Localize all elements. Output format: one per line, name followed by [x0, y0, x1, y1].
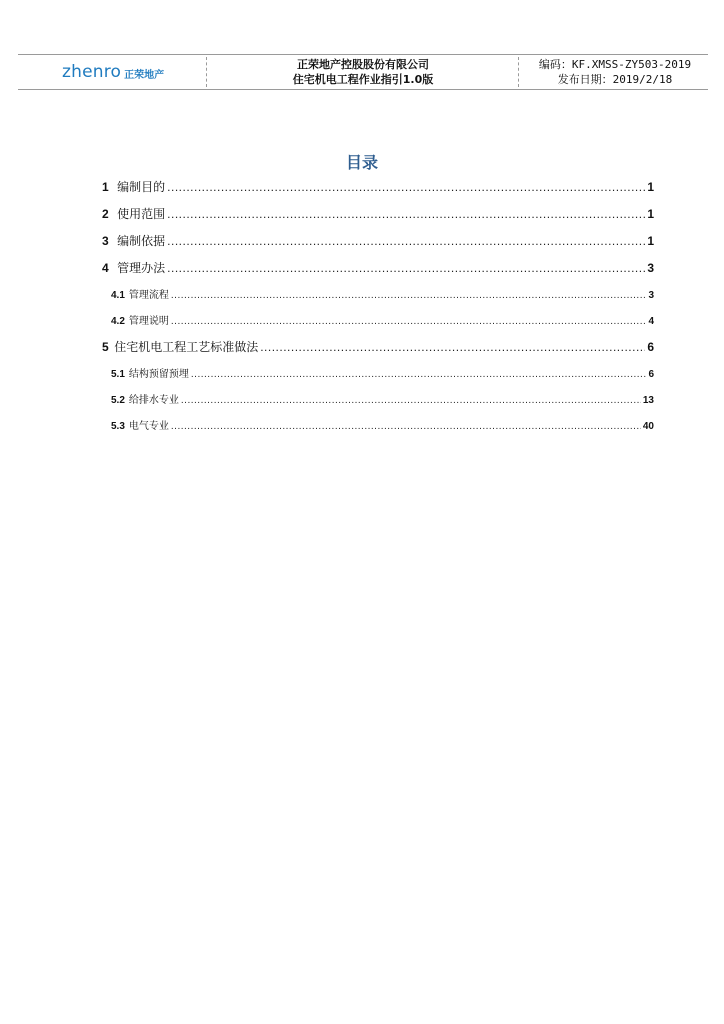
- toc-leader-dots: [260, 340, 645, 354]
- toc-entry-number: 5.1: [111, 369, 125, 380]
- toc-entry-text: 编制依据: [117, 234, 166, 248]
- toc-leader-dots: [167, 261, 645, 275]
- toc-entry-number: 5: [102, 340, 109, 354]
- toc-entry[interactable]: [102, 205, 654, 222]
- toc-entry-page: 6: [647, 340, 654, 354]
- toc-leader-dots: [171, 316, 647, 327]
- document-code: 编码：KF.XMSS-ZY503-2019: [538, 58, 692, 71]
- toc-entry[interactable]: [102, 232, 654, 249]
- toc-entry-text: 结构预留预埋: [128, 369, 189, 380]
- toc-entry-page: 1: [647, 234, 654, 248]
- toc-entry-number: 1: [102, 180, 109, 194]
- toc-entry-page: 40: [642, 421, 654, 432]
- toc-entry-page: 3: [648, 290, 654, 301]
- logo-chinese-name: 正荣地产: [124, 69, 165, 81]
- toc-entry-number: 5.2: [111, 395, 125, 406]
- header-divider: [518, 57, 519, 87]
- toc-entry-page: 13: [642, 395, 654, 406]
- toc-leader-dots: [191, 369, 647, 380]
- header-center: [208, 57, 518, 87]
- toc-entry-page: 1: [647, 207, 654, 221]
- toc-title: 目录: [345, 153, 378, 172]
- toc-leader-dots: [171, 290, 647, 301]
- toc-entry[interactable]: [111, 417, 654, 432]
- toc-entry-text: 电气专业: [128, 421, 169, 432]
- toc-entry-number: 5.3: [111, 421, 125, 432]
- logo-wordmark: zhenro: [62, 62, 122, 82]
- toc-leader-dots: [167, 207, 645, 221]
- toc-entry-number: 2: [102, 207, 109, 221]
- toc-entry[interactable]: [111, 365, 654, 380]
- header-divider: [206, 57, 207, 87]
- toc-entry-page: 6: [648, 369, 654, 380]
- header-right: [520, 57, 710, 87]
- toc-leader-dots: [181, 395, 641, 406]
- toc-entry-text: 住宅机电工程工艺标准做法: [114, 340, 259, 354]
- release-date: 发布日期：2019/2/18: [557, 73, 673, 86]
- toc-entry[interactable]: [102, 259, 654, 276]
- toc-entry[interactable]: [102, 178, 654, 195]
- toc-entry-page: 1: [647, 180, 654, 194]
- toc-entry-text: 管理流程: [128, 290, 169, 301]
- toc-entry-page: 3: [647, 261, 654, 275]
- document-title: 住宅机电工程作业指引1.0版: [292, 73, 434, 86]
- toc-entry-number: 4.2: [111, 316, 125, 327]
- toc-entry-number: 3: [102, 234, 109, 248]
- toc-leader-dots: [171, 421, 641, 432]
- toc-entry-text: 编制目的: [117, 180, 166, 194]
- toc-entry[interactable]: [111, 391, 654, 406]
- toc-entry-number: 4: [102, 261, 109, 275]
- page-header: [18, 54, 708, 90]
- toc-leader-dots: [167, 234, 645, 248]
- toc-entry-text: 使用范围: [117, 207, 166, 221]
- toc-entry-text: 管理说明: [128, 316, 169, 327]
- toc-entry-text: 给排水专业: [128, 395, 179, 406]
- company-name: 正荣地产控股股份有限公司: [297, 58, 429, 71]
- toc-entry[interactable]: [111, 312, 654, 327]
- toc-entry[interactable]: [111, 286, 654, 301]
- toc-entry-number: 4.1: [111, 290, 125, 301]
- toc-entry-page: 4: [648, 316, 654, 327]
- toc-leader-dots: [167, 180, 645, 194]
- toc-entry[interactable]: [102, 338, 654, 355]
- toc-entry-text: 管理办法: [117, 261, 166, 275]
- company-logo: [62, 61, 164, 83]
